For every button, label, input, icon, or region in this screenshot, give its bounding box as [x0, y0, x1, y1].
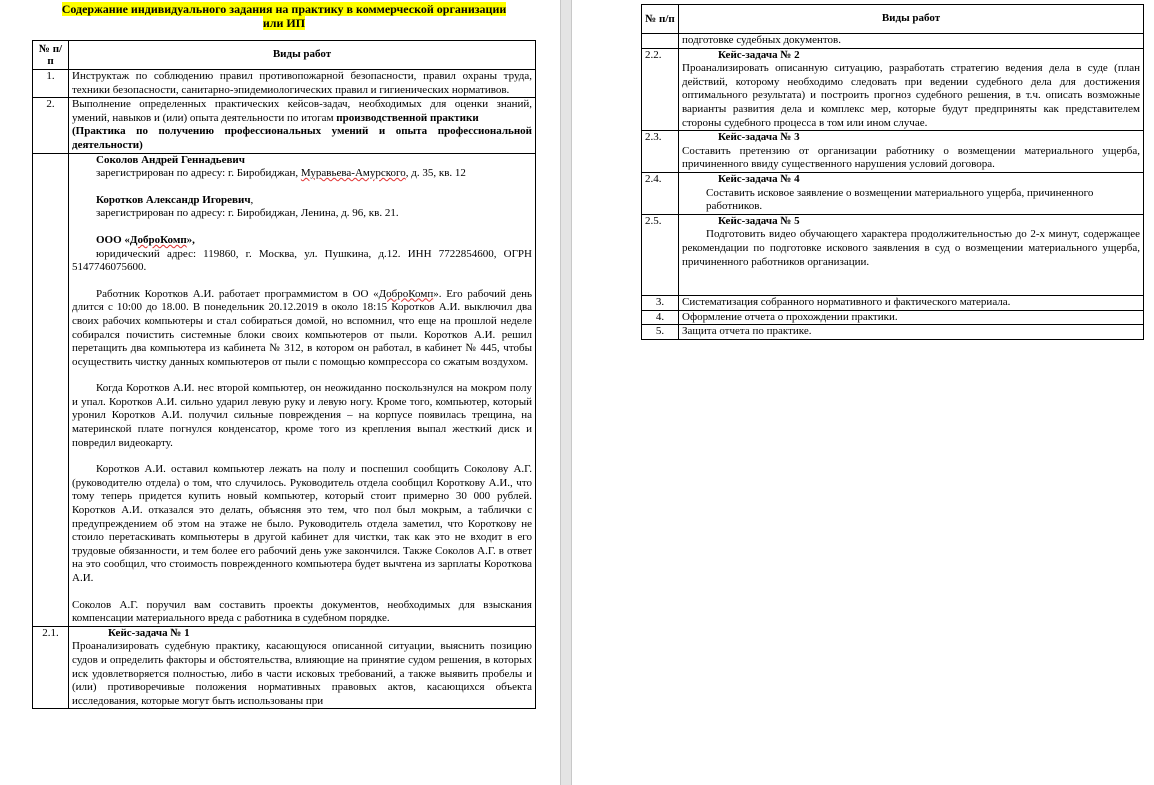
row-number: 3.	[642, 296, 679, 311]
person1-address: зарегистрирован по адресу: г. Биробиджан, Муравьева-Амурского, д. 35, кв. 12	[96, 167, 466, 180]
case-task-title: Кейс-задача № 5	[718, 214, 800, 227]
case-paragraph-4: Соколов А.Г. поручил вам составить проекты документов, необходимых для взыскания компенсации материального вреда с работника в судебном порядке.	[72, 598, 532, 625]
table-row	[642, 310, 1144, 325]
row-number: 2.4.	[642, 172, 679, 214]
row-number: 2.	[33, 98, 69, 153]
row-text: подготовке судебных документов.	[679, 34, 1144, 49]
document-page-left	[0, 0, 560, 785]
row-text	[679, 131, 1144, 173]
case-description	[69, 153, 536, 626]
row-text	[679, 172, 1144, 214]
case-paragraph-3: Коротков А.И. оставил компьютер лежать на полу и поспешил сообщить Соколову А.Г. (руководителю отдела) о том, что случилось. Руководитель отдела сообщил Короткову А.И., что тому теперь придется купить новый компьютер, который стоит примерно 30 000 рублей. Коротков А.И. отказался это делать, объясняя это тем, что пол был мокрым, а таблички с предупреждением об этом на этаже не было. Руководитель отдела заметил, что Короткову не стоило перетаскивать компьютеры в другой кабинет для чистки, так как это не входит в его трудовые обязанности, и тем более его рабочий день уже закончился. Также Соколов А.Г. в ответ на это сообщил, что стоимость поврежденного компьютера будет вычтена из зарплаты Короткова А.И.	[72, 463, 532, 584]
tasks-table-left	[32, 40, 536, 709]
row-number: 5.	[642, 325, 679, 340]
case-task-text: Составить претензию от организации работнику о возмещении материального ущерба, причиненного ввиду существенного нарушения условий договора.	[682, 144, 1140, 171]
table-header-row	[33, 41, 536, 70]
document-page-right	[572, 0, 1154, 785]
case-task-text: Проанализировать судебную практику, касающуюся описанной ситуации, выяснить позицию судов и определить факторы и обстоятельства, влияющие на принятие судом решения, в которых иск удовлетворяется полностью, либо в части исковых требований, а также выявить пробелы и (или) противоречивые положения нормативных правовых актов, касающихся объекта исследования, которые могут быть использованы при	[72, 640, 532, 707]
row-text: Оформление отчета о прохождении практики.	[679, 310, 1144, 325]
table-row	[33, 70, 536, 98]
document-title-line2: или ИП	[262, 16, 306, 30]
page-gap	[560, 0, 572, 785]
row-text	[69, 626, 536, 709]
row-text: Инструктаж по соблюдению правил противопожарной безопасности, правил охраны труда, техники безопасности, санитарно-эпидемиологических правил и гигиенических нормативов.	[69, 70, 536, 98]
org-name: ООО «ДоброКомп»,	[96, 233, 195, 246]
table-row	[642, 48, 1144, 131]
table-row	[642, 214, 1144, 295]
row-text: Систематизация собранного нормативного и фактического материала.	[679, 296, 1144, 311]
row-text: Защита отчета по практике.	[679, 325, 1144, 340]
table-header-row	[642, 5, 1144, 34]
header-types: Виды работ	[679, 5, 1144, 34]
person2-name: Коротков Александр Игоревич	[96, 193, 251, 206]
table-row	[642, 172, 1144, 214]
header-num: № п/п	[642, 5, 679, 34]
tasks-table-right	[641, 4, 1144, 340]
row2-text-bold2: (Практика по получению профессиональных умений и опыта профессиональной деятельности)	[72, 125, 532, 151]
table-row	[33, 626, 536, 709]
row-number: 2.3.	[642, 131, 679, 173]
header-num: № п/п	[33, 41, 69, 70]
table-row-case	[33, 153, 536, 626]
table-row	[642, 296, 1144, 311]
table-row	[33, 98, 536, 153]
row2-text-plain: Выполнение определенных практических кейсов-задач, необходимых для оценки знаний, умений, навыков и (или) опыта деятельности по итогам	[72, 98, 532, 124]
row-number: 2.5.	[642, 214, 679, 295]
org-address: юридический адрес: 119860, г. Москва, ул. Пушкина, д.12. ИНН 7722854600, ОГРН 5147746075600.	[72, 247, 532, 274]
case-paragraph-2: Когда Коротков А.И. нес второй компьютер, он неожиданно поскользнулся на мокром полу и упал. Коротков А.И. сильно ударил левую руку и левую ногу. Кроме того, компьютер, который уронил Коротков А.И. получил сильные повреждения – на корпусе появилась трещина, на материнской плате погнулся конденсатор, кроме того из крепления выпал жесткий диск и повредил видеокарту.	[72, 382, 532, 449]
case-paragraph-1: Работник Коротков А.И. работает программистом в ОО «ДоброКомп». Его рабочий день длится с 10:00 до 18.00. В понедельник 20.12.2019 в около 18:15 Коротков А.И. выключил два своих рабочих компьютеры и стал собираться домой, но вспомнил, что еще на прошлой неделе собирался почистить системные блоки своих компьютеров от пыли. Коротков А.И. решил перетащить два компьютера из кабинета № 312, в котором он работал, в кабинет № 445, чтобы осуществить чистку данных компьютеров от пыли с помощью компрессора со сжатым воздухом.	[72, 287, 533, 368]
row-number: 4.	[642, 310, 679, 325]
row-number-empty	[33, 153, 69, 626]
row-number: 1.	[33, 70, 69, 98]
row2-text-bold: производственной практики	[336, 111, 479, 124]
case-task-text: Подготовить видео обучающего характера продолжительностью до 2-х минут, содержащее рекомендации по подготовке искового заявления в суд о возмещении материального ущерба, причиненного работников организации.	[682, 228, 1140, 268]
table-row	[642, 325, 1144, 340]
row-number: 2.1.	[33, 626, 69, 709]
row-number: 2.2.	[642, 48, 679, 131]
row-text	[679, 214, 1144, 295]
document-title-line1: Содержание индивидуального задания на практику в коммерческой организации	[61, 2, 507, 16]
case-task-text: Составить исковое заявление о возмещении материального ущерба, причиненного работников.	[706, 186, 1094, 213]
row-number-empty	[642, 34, 679, 49]
document-title	[32, 2, 536, 30]
case-task-text: Проанализировать описанную ситуацию, разработать стратегию ведения дела в суде (план действий, которому необходимо следовать при ведении судебного дела для достижения оптимального результата) и построить прогноз судебного решения, в т.ч. описать возможные варианты развития дела и комплекс мер, которые будут предприняты как представителем стороны судебного процесса в том или ином случае.	[682, 62, 1140, 129]
case-task-title: Кейс-задача № 3	[718, 131, 800, 144]
person1-name: Соколов Андрей Геннадьевич	[96, 153, 245, 166]
table-row	[642, 131, 1144, 173]
case-task-title: Кейс-задача № 1	[108, 626, 190, 639]
case-task-title: Кейс-задача № 4	[718, 172, 800, 185]
header-types: Виды работ	[69, 41, 536, 70]
table-row-continued	[642, 34, 1144, 49]
person2-block: Коротков Александр Игоревич,	[96, 193, 254, 206]
row-text	[69, 98, 536, 153]
row-text	[679, 48, 1144, 131]
case-task-title: Кейс-задача № 2	[718, 48, 800, 61]
person2-address: зарегистрирован по адресу: г. Биробиджан, Ленина, д. 96, кв. 21.	[96, 207, 399, 220]
